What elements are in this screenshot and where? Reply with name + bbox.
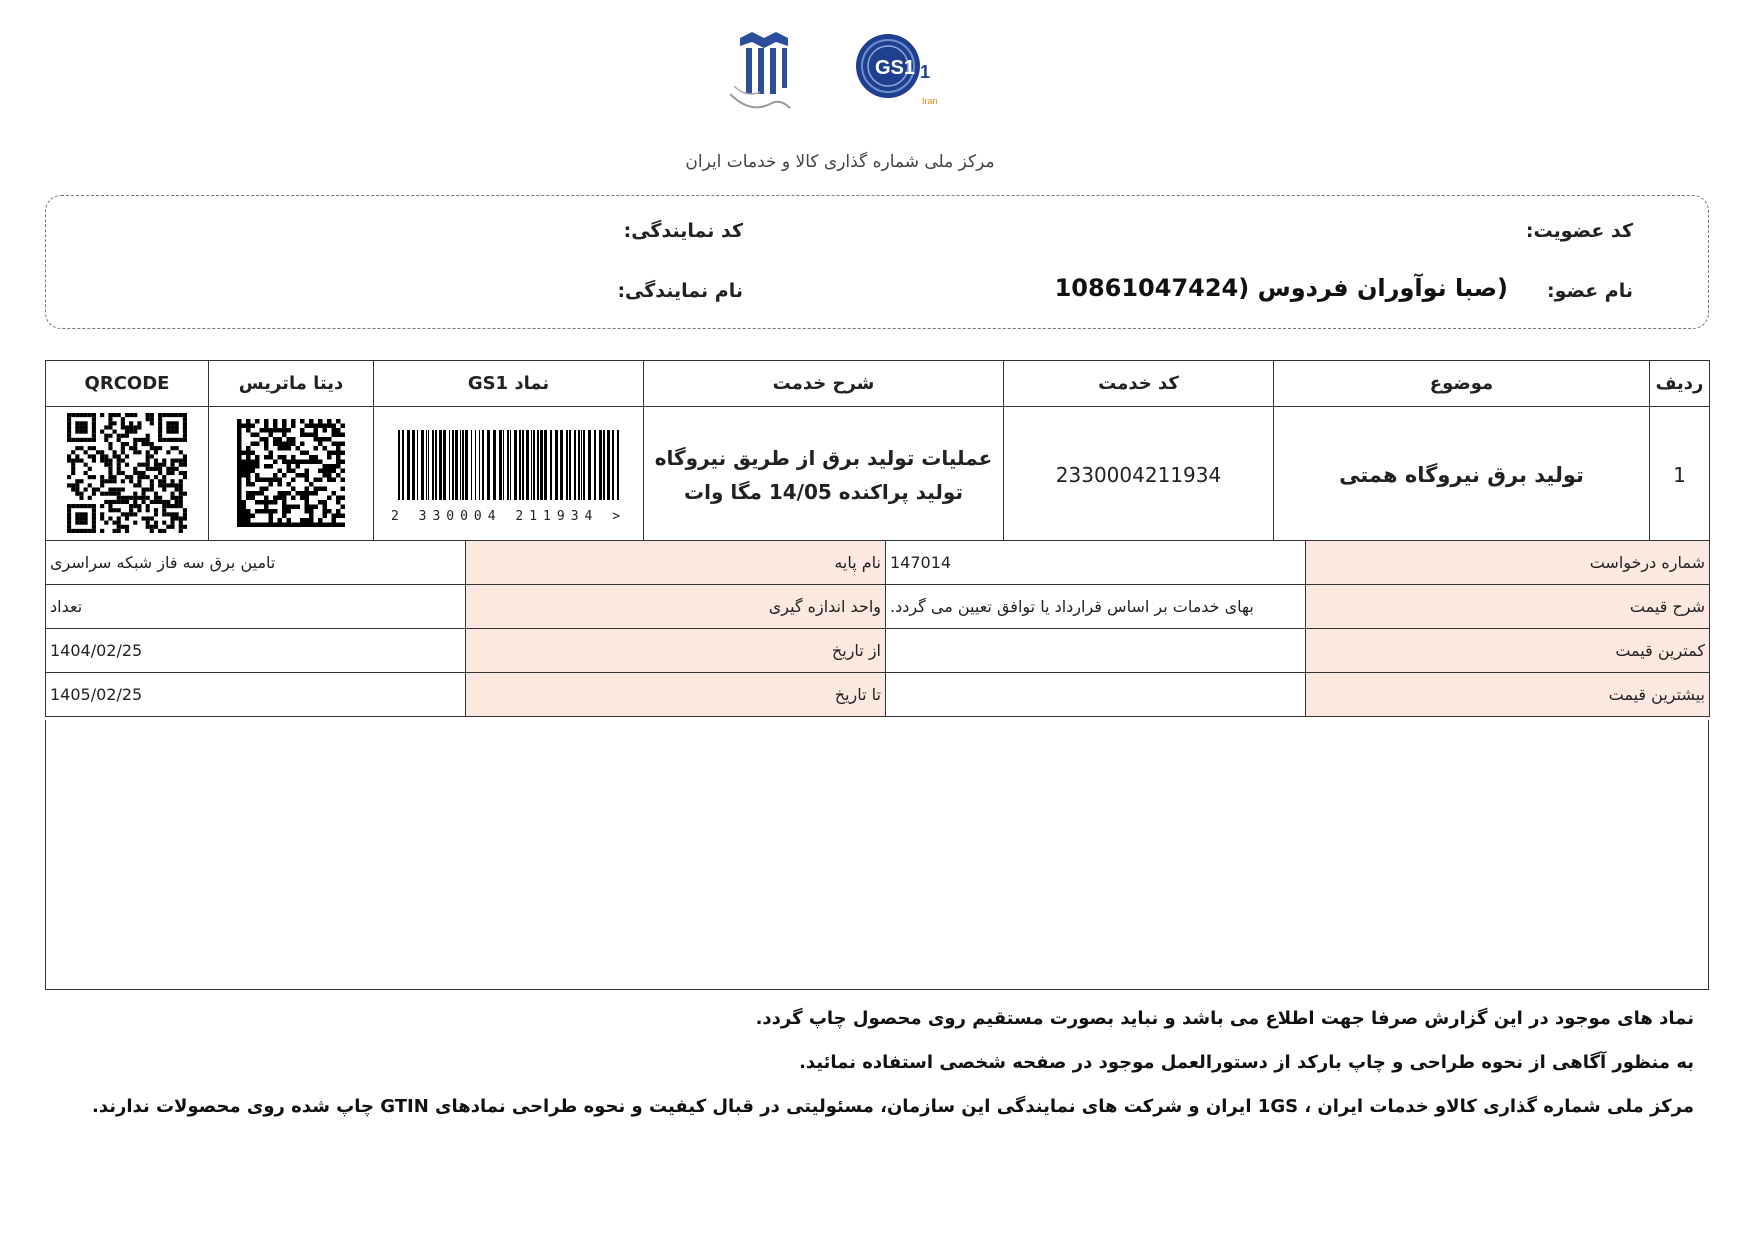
org-name: مرکز ملی شماره گذاری کالا و خدمات ایران <box>685 152 995 172</box>
to-date-value: 1405/02/25 <box>46 673 466 717</box>
gs1-barcode <box>384 426 634 506</box>
note-2: به منظور آگاهی از نحوه طراحی و چاپ بارکد از دستورالعمل موجود در صفحه شخصی استفاده نمائید. <box>799 1052 1694 1073</box>
price-description-label: شرح قیمت <box>1306 585 1710 629</box>
price-description-value: بهای خدمات بر اساس قرارداد یا توافق تعیین می گردد. <box>886 585 1306 629</box>
request-number-value: 147014 <box>886 541 1306 585</box>
row-datamatrix-cell <box>209 407 374 544</box>
row-description-line2: تولید پراکنده 14/05 مگا وات <box>684 480 963 504</box>
row-index: 1 <box>1650 407 1710 544</box>
base-name-label: نام پایه <box>466 541 886 585</box>
unit-label: واحد اندازه گیری <box>466 585 886 629</box>
header-subject: موضوع <box>1274 361 1650 407</box>
request-number-label: شماره درخواست <box>1306 541 1710 585</box>
table-row <box>46 407 1710 544</box>
gs1-logo <box>856 34 938 106</box>
details-table <box>45 540 1710 717</box>
max-price-value <box>886 673 1306 717</box>
row-description <box>644 407 1004 544</box>
detail-row <box>46 585 1710 629</box>
member-info-box <box>45 195 1709 329</box>
blank-area <box>45 720 1709 990</box>
row-subject: تولید برق نیروگاه همتی <box>1274 407 1650 544</box>
member-name-value: (صبا نوآوران فردوس (10861047424 <box>1054 274 1508 302</box>
agency-name-label: نام نمایندگی: <box>617 280 743 302</box>
row-service-code: 2330004211934 <box>1004 407 1274 544</box>
note-3: مرکز ملی شماره گذاری کالاو خدمات ایران ، 1GS ایران و شرکت های نمایندگی این سازمان، مسئولیتی در قبال کیفیت و نحوه طراحی نمادهای GTIN چاپ شده روی محصولات ندارند. <box>92 1096 1694 1117</box>
table-header-row <box>46 361 1710 407</box>
qr-code <box>67 413 187 533</box>
logo-area <box>730 28 970 118</box>
service-table <box>45 360 1710 544</box>
note-1: نماد های موجود در این گزارش صرفا جهت اطلاع می باشد و نباید بصورت مستقیم روی محصول چاپ گردد. <box>755 1008 1694 1029</box>
detail-row <box>46 541 1710 585</box>
agency-code-label: کد نمایندگی: <box>623 220 743 242</box>
iran-center-emblem <box>730 32 790 108</box>
header-qrcode: QRCODE <box>46 361 209 407</box>
detail-row <box>46 629 1710 673</box>
to-date-label: تا تاریخ <box>466 673 886 717</box>
row-qrcode-cell <box>46 407 209 544</box>
header-data-matrix: دیتا ماتریس <box>209 361 374 407</box>
membership-code-label: کد عضویت: <box>1525 220 1633 242</box>
min-price-value <box>886 629 1306 673</box>
unit-value: تعداد <box>46 585 466 629</box>
max-price-label: بیشترین قیمت <box>1306 673 1710 717</box>
gs1-logo-text: GS1 <box>875 57 916 79</box>
row-barcode-cell <box>374 407 644 544</box>
from-date-value: 1404/02/25 <box>46 629 466 673</box>
header-index: ردیف <box>1650 361 1710 407</box>
from-date-label: از تاریخ <box>466 629 886 673</box>
header-gs1-symbol: نماد GS1 <box>374 361 644 407</box>
base-name-value: تامین برق سه فاز شبکه سراسری <box>46 541 466 585</box>
national-center-logo <box>730 28 970 118</box>
data-matrix-code <box>237 419 345 527</box>
row-description-line1: عملیات تولید برق از طریق نیروگاه <box>654 446 993 470</box>
gs1-logo-sub: Iran <box>922 96 938 106</box>
detail-row <box>46 673 1710 717</box>
header-service-code: کد خدمت <box>1004 361 1274 407</box>
svg-text:1: 1 <box>920 62 931 82</box>
barcode-human-readable: 2 330004 211934 > <box>390 509 627 524</box>
header-description: شرح خدمت <box>644 361 1004 407</box>
member-name-label: نام عضو: <box>1546 280 1633 302</box>
min-price-label: کمترین قیمت <box>1306 629 1710 673</box>
